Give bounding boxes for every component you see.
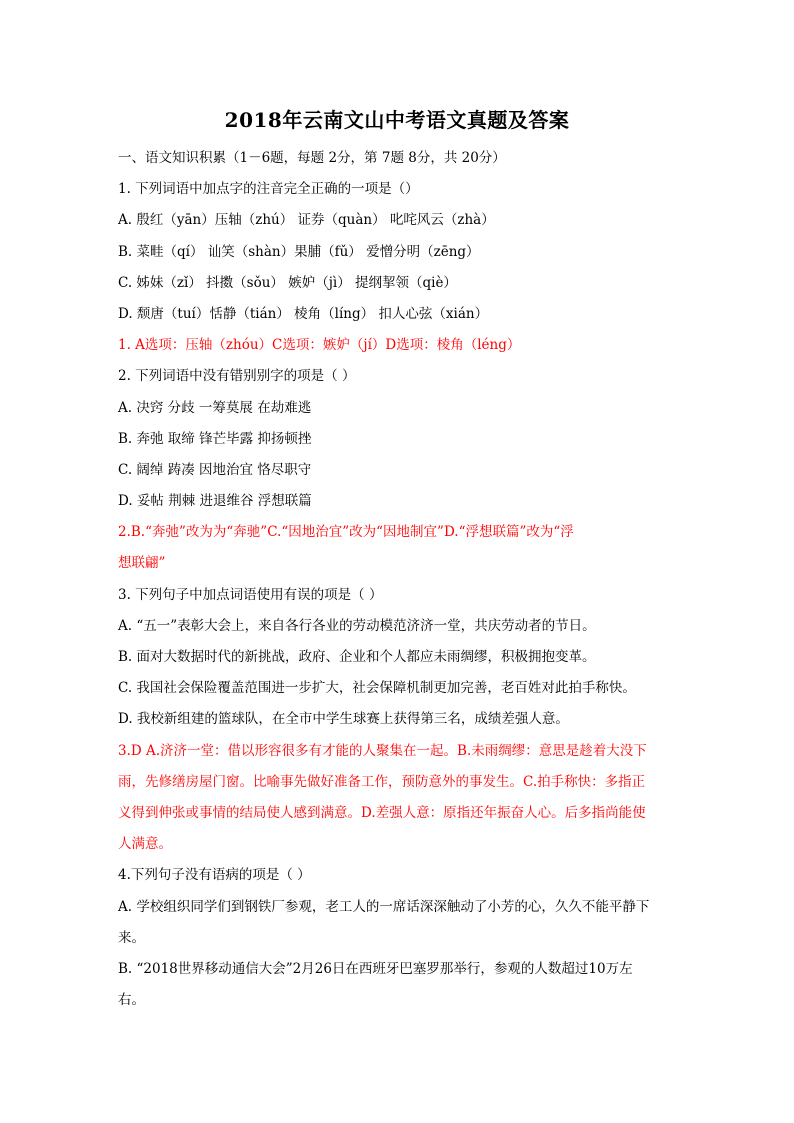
page-title: 2018年云南文山中考语文真题及答案 <box>224 108 570 132</box>
text-line: B. 奔弛 取缔 锋芒毕露 抑扬顿挫 <box>118 430 312 447</box>
text-line: D. 我校新组建的篮球队，在全市中学生球赛上获得第三名，成绩差强人意。 <box>118 711 569 728</box>
answer-line: 想联翩” <box>118 555 166 572</box>
text-line: 3. 下列句子中加点词语使用有误的项是（ ） <box>118 586 383 603</box>
answer-line: 义得到伸张或事情的结局使人感到满意。D.差强人意：原指还年振奋人心。后多指尚能使 <box>118 804 646 821</box>
text-line: B. 面对大数据时代的新挑战，政府、企业和个人都应未雨绸缪，积极拥抱变革。 <box>118 649 596 665</box>
answer-line: 人满意。 <box>118 836 172 853</box>
answer-line: 雨，先修缮房屋门窗。比喻事先做好准备工作，预防意外的事发生。C.拍手称快：多指正 <box>118 773 646 790</box>
text-line: 1. 下列词语中加点字的注音完全正确的一项是（） <box>118 181 419 198</box>
text-line: C. 我国社会保险覆盖范围进一步扩大，社会保障机制更加完善，老百姓对此拍手称快。 <box>118 680 636 697</box>
text-line: D. 妥帖 荆棘 进退维谷 浮想联篇 <box>118 493 312 510</box>
answer-line: 1. A选项：压轴（zhóu）C选项：嫉妒（jí）D选项：棱角（léng） <box>118 337 521 354</box>
text-line: A. 殷红（yān）压轴（zhú） 证券（quàn） 叱咤风云（zhà） <box>118 212 495 229</box>
answer-line: 2.B.“奔弛”改为为“奔驰”C.“因地治宜”改为“因地制宜”D.“浮想联篇”改为“浮 <box>118 524 574 541</box>
text-line: 2. 下列词语中没有错别别字的项是（ ） <box>118 368 356 385</box>
text-line: A. 学校组织同学们到钢铁厂参观，老工人的一席话深深触动了小芳的心，久久不能平静下 <box>118 898 650 915</box>
text-line: A. “五一”表彰大会上，来自各行各业的劳动模范济济一堂，共庆劳动者的节日。 <box>118 617 596 634</box>
text-line: 一、语文知识积累（1－6题，每题 2分，第 7题 8分，共 20分） <box>118 150 506 166</box>
text-line: 来。 <box>118 929 145 946</box>
text-line: A. 决窍 分歧 一筹莫展 在劫难逃 <box>118 399 312 416</box>
text-line: B. “2018世界移动通信大会”2月26日在西班牙巴塞罗那举行，参观的人数超过10万左 <box>118 960 633 977</box>
text-line: C. 姊妹（zǐ） 抖擞（sǒu） 嫉妒（jì） 提纲挈领（qiè） <box>118 274 457 291</box>
text-line: C. 阔绰 踌凑 因地治宜 恪尽职守 <box>118 461 312 478</box>
text-line: 右。 <box>118 992 145 1009</box>
text-line: B. 菜畦（qí） 讪笑（shàn）果脯（fǔ） 爱憎分明（zēng） <box>118 243 480 260</box>
answer-line: 3.D A.济济一堂：借以形容很多有才能的人聚集在一起。B.未雨绸缪：意思是趁着大没下 <box>118 742 647 759</box>
text-line: 4.下列句子没有语病的项是（ ） <box>118 867 311 884</box>
document-body <box>118 143 674 1016</box>
text-line: D. 颓唐（tuí）恬静（tián） 棱角（líng） 扣人心弦（xián） <box>118 305 489 322</box>
